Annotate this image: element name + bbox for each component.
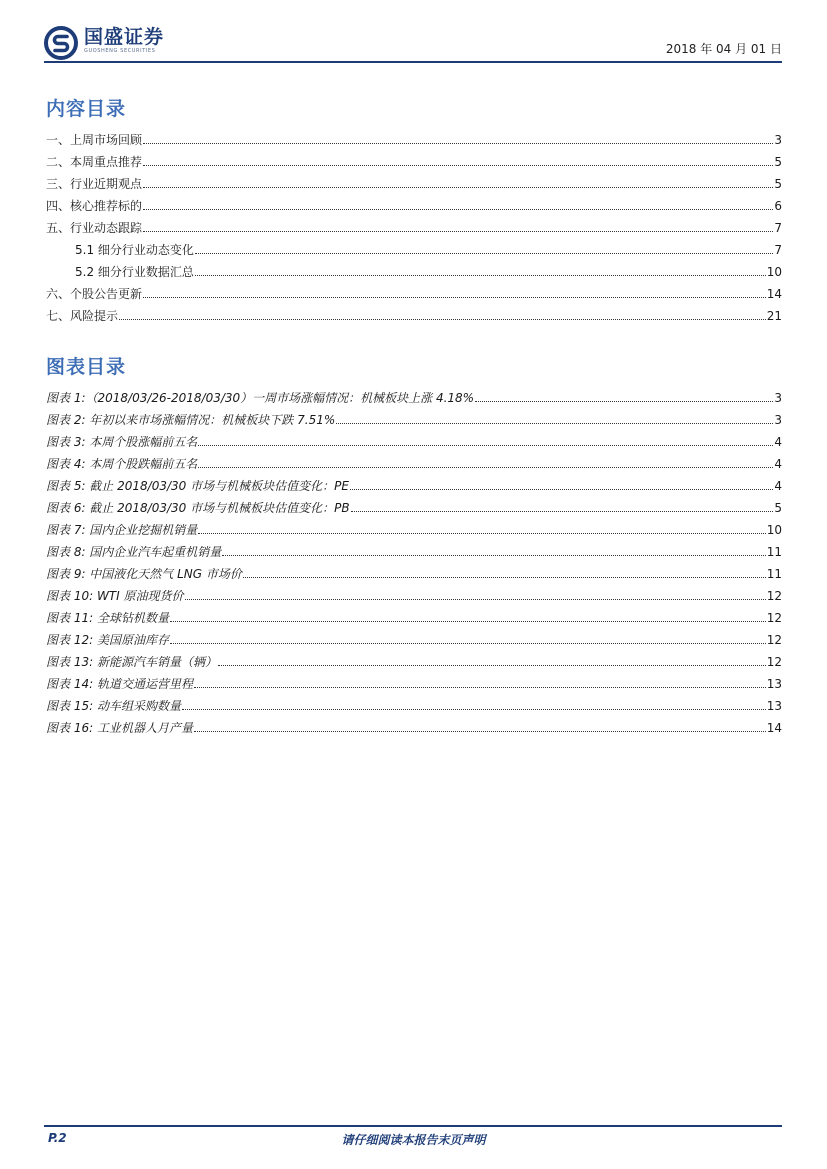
figure-entry-page: 5 bbox=[774, 501, 782, 515]
figure-entry-label: 图表 2: 年初以来市场涨幅情况：机械板块下跌 7.51% bbox=[46, 413, 336, 427]
dot-leader bbox=[143, 186, 773, 188]
dot-leader bbox=[243, 576, 766, 578]
figure-entry-label: 图表 13: 新能源汽车销量（辆） bbox=[46, 655, 217, 669]
toc-entry-label: 二、本周重点推荐 bbox=[46, 155, 143, 169]
figure-entry-page: 3 bbox=[774, 413, 782, 427]
toc-entry-label: 五、行业动态跟踪 bbox=[46, 221, 143, 235]
figure-entry-label: 图表 12: 美国原油库存 bbox=[46, 633, 169, 647]
toc-entry[interactable] bbox=[46, 258, 782, 280]
toc-entry-page: 5 bbox=[774, 155, 782, 169]
dot-leader bbox=[218, 664, 766, 666]
dot-leader bbox=[195, 252, 773, 254]
figure-entry[interactable] bbox=[46, 494, 782, 516]
figure-entry[interactable] bbox=[46, 472, 782, 494]
figure-entry-label: 图表 14: 轨道交通运营里程 bbox=[46, 677, 193, 691]
footer-disclaimer: 请仔细阅读本报告末页声明 bbox=[341, 1133, 486, 1147]
figure-entry-page: 10 bbox=[766, 523, 782, 537]
dot-leader bbox=[222, 554, 765, 556]
figure-entry-label: 图表 1:（2018/03/26-2018/03/30）一周市场涨幅情况：机械板块上涨 4.18% bbox=[46, 391, 475, 405]
dot-leader bbox=[143, 208, 773, 210]
toc-heading: 内容目录 bbox=[46, 98, 127, 120]
figure-entry-page: 14 bbox=[766, 721, 782, 735]
toc-entry-label: 四、核心推荐标的 bbox=[46, 199, 143, 213]
dot-leader bbox=[475, 400, 773, 402]
figure-entry-page: 11 bbox=[766, 567, 782, 581]
toc-entry[interactable] bbox=[46, 280, 782, 302]
dot-leader bbox=[198, 444, 773, 446]
toc-entry[interactable] bbox=[46, 192, 782, 214]
dot-leader bbox=[170, 642, 766, 644]
toc-entry[interactable] bbox=[46, 302, 782, 324]
toc-entry-label: 三、行业近期观点 bbox=[46, 177, 143, 191]
toc-entry-page: 7 bbox=[774, 243, 782, 257]
figure-entry[interactable] bbox=[46, 538, 782, 560]
figure-entry[interactable] bbox=[46, 384, 782, 406]
figure-entry-page: 13 bbox=[766, 677, 782, 691]
logo-english-name: GUOSHENG SECURITIES bbox=[84, 48, 156, 54]
figure-entry-page: 4 bbox=[774, 479, 782, 493]
dot-leader bbox=[194, 686, 766, 688]
toc-entry[interactable] bbox=[46, 170, 782, 192]
figure-entry[interactable] bbox=[46, 670, 782, 692]
figure-entry[interactable] bbox=[46, 428, 782, 450]
dot-leader bbox=[143, 296, 766, 298]
figure-entry-label: 图表 8: 国内企业汽车起重机销量 bbox=[46, 545, 222, 559]
figure-entry-label: 图表 11: 全球钻机数量 bbox=[46, 611, 169, 625]
toc-entry[interactable] bbox=[46, 148, 782, 170]
toc-entry[interactable] bbox=[46, 126, 782, 148]
header-divider bbox=[44, 61, 782, 63]
company-logo bbox=[44, 26, 164, 62]
dot-leader bbox=[194, 730, 766, 732]
toc-entry-page: 21 bbox=[766, 309, 782, 323]
toc-entry-page: 7 bbox=[774, 221, 782, 235]
footer-divider bbox=[44, 1125, 782, 1127]
figure-entry-label: 图表 3: 本周个股涨幅前五名 bbox=[46, 435, 198, 449]
figure-entry-page: 12 bbox=[766, 611, 782, 625]
figure-entry-page: 13 bbox=[766, 699, 782, 713]
toc-entry[interactable] bbox=[46, 236, 782, 258]
figure-entry-label: 图表 15: 动车组采购数量 bbox=[46, 699, 181, 713]
figure-entry[interactable] bbox=[46, 604, 782, 626]
toc-entry-page: 10 bbox=[766, 265, 782, 279]
figure-entry[interactable] bbox=[46, 582, 782, 604]
report-date: 2018 年 04 月 01 日 bbox=[665, 42, 782, 56]
dot-leader bbox=[119, 318, 766, 320]
toc-entry[interactable] bbox=[46, 214, 782, 236]
toc-entry-label: 一、上周市场回顾 bbox=[46, 133, 143, 147]
figure-entry-page: 11 bbox=[766, 545, 782, 559]
dot-leader bbox=[170, 620, 766, 622]
figure-entry-page: 4 bbox=[774, 435, 782, 449]
figure-entry[interactable] bbox=[46, 450, 782, 472]
dot-leader bbox=[182, 708, 766, 710]
toc-entry-page: 5 bbox=[774, 177, 782, 191]
figure-entry-label: 图表 16: 工业机器人月产量 bbox=[46, 721, 193, 735]
toc-entry-label: 六、个股公告更新 bbox=[46, 287, 143, 301]
page-number: P.2 bbox=[48, 1131, 67, 1145]
figure-entry-label: 图表 10: WTI 原油现货价 bbox=[46, 589, 184, 603]
dot-leader bbox=[195, 274, 766, 276]
figure-entry[interactable] bbox=[46, 692, 782, 714]
figure-entry-page: 4 bbox=[774, 457, 782, 471]
logo-mark-icon bbox=[44, 26, 78, 60]
toc-entry-page: 14 bbox=[766, 287, 782, 301]
toc-entry-label: 七、风险提示 bbox=[46, 309, 119, 323]
dot-leader bbox=[185, 598, 766, 600]
dot-leader bbox=[351, 510, 774, 512]
figure-entry-page: 12 bbox=[766, 589, 782, 603]
figure-entry-label: 图表 9: 中国液化天然气 LNG 市场价 bbox=[46, 567, 242, 581]
figure-entry-page: 3 bbox=[774, 391, 782, 405]
figure-entry[interactable] bbox=[46, 648, 782, 670]
figure-entry[interactable] bbox=[46, 714, 782, 736]
figure-entry-label: 图表 5: 截止 2018/03/30 市场与机械板块估值变化：PE bbox=[46, 479, 349, 493]
figure-entry-label: 图表 4: 本周个股跌幅前五名 bbox=[46, 457, 198, 471]
dot-leader bbox=[143, 142, 773, 144]
figure-entry[interactable] bbox=[46, 560, 782, 582]
dot-leader bbox=[350, 488, 773, 490]
figure-entry[interactable] bbox=[46, 626, 782, 648]
dot-leader bbox=[198, 466, 773, 468]
figure-entry-label: 图表 6: 截止 2018/03/30 市场与机械板块估值变化：PB bbox=[46, 501, 350, 515]
figure-entry[interactable] bbox=[46, 516, 782, 538]
contents-list bbox=[46, 126, 782, 324]
toc-entry-label: 5.2 细分行业数据汇总 bbox=[75, 265, 194, 279]
figure-entry-page: 12 bbox=[766, 633, 782, 647]
figure-entry-label: 图表 7: 国内企业挖掘机销量 bbox=[46, 523, 198, 537]
dot-leader bbox=[336, 422, 773, 424]
dot-leader bbox=[198, 532, 765, 534]
figure-entry-page: 12 bbox=[766, 655, 782, 669]
dot-leader bbox=[143, 230, 773, 232]
page-header bbox=[44, 24, 782, 62]
logo-name: 国盛证券 bbox=[84, 26, 165, 48]
figure-list-heading: 图表目录 bbox=[46, 356, 127, 378]
dot-leader bbox=[143, 164, 773, 166]
toc-entry-page: 3 bbox=[774, 133, 782, 147]
figure-list bbox=[46, 384, 782, 736]
toc-entry-page: 6 bbox=[774, 199, 782, 213]
toc-entry-label: 5.1 细分行业动态变化 bbox=[75, 243, 194, 257]
figure-entry[interactable] bbox=[46, 406, 782, 428]
